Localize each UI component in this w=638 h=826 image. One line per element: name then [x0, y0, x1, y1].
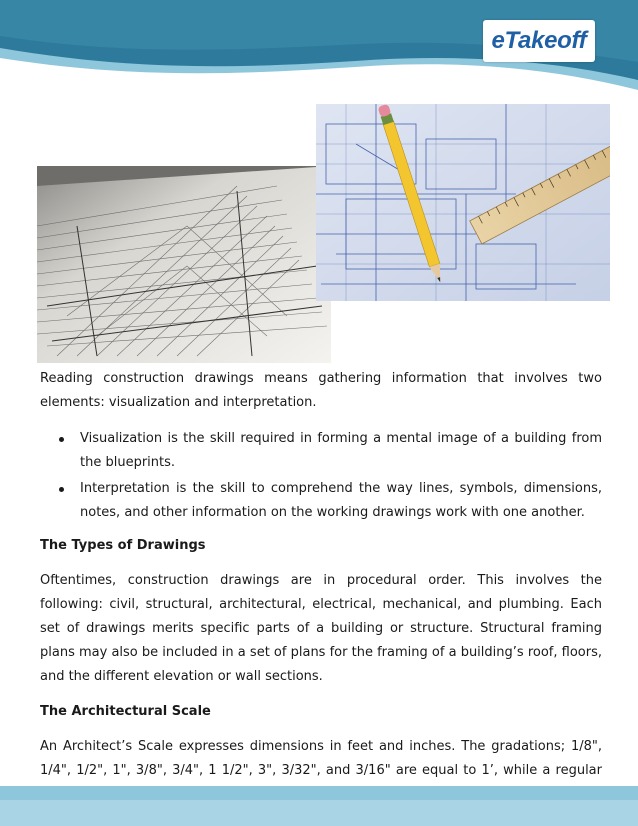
article-body [40, 367, 602, 819]
bullet-item-visualization [40, 427, 602, 475]
bullet-dot-icon [59, 487, 64, 492]
logo-text: eTakeoff [491, 27, 587, 54]
etakeoff-logo [483, 20, 595, 62]
blueprint-photo-right [316, 104, 610, 301]
types-of-drawings-paragraph: Oftentimes, construction drawings are in procedural order. This involves the following: civil, structural, architectural, electrical, mechanical, and plumbing. Each set of drawings merits specific parts of a building or structure. Structural framing plans may also be included in a set of plans for the framing of a building’s roof, floors, and the different elevation or wall sections. [40, 573, 602, 684]
footer-band [0, 786, 638, 826]
architectural-scale-paragraph: An Architect’s Scale expresses dimensions in feet and inches. The gradations; 1/8", 1/4", 1/2", 1", 3/8", 3/4", 1 1/2", 3", 3/32", and 3/16" are equal to 1’, while a regular [40, 739, 602, 778]
intro-paragraph: Reading construction drawings means gathering information that involves two elements: visualization and interpretation. [40, 371, 602, 410]
bullet-text: Visualization is the skill required in forming a mental image of a building from the blueprints. [80, 431, 602, 470]
bullet-list [40, 427, 602, 525]
bullet-item-interpretation [40, 477, 602, 525]
blueprint-photo-left [37, 166, 331, 363]
heading-architectural-scale: The Architectural Scale [40, 704, 211, 719]
bullet-dot-icon [59, 437, 64, 442]
bullet-text: Interpretation is the skill to comprehend the way lines, symbols, dimensions, notes, and other information on the working drawings work with one another. [80, 481, 602, 520]
heading-types-of-drawings: The Types of Drawings [40, 538, 206, 553]
